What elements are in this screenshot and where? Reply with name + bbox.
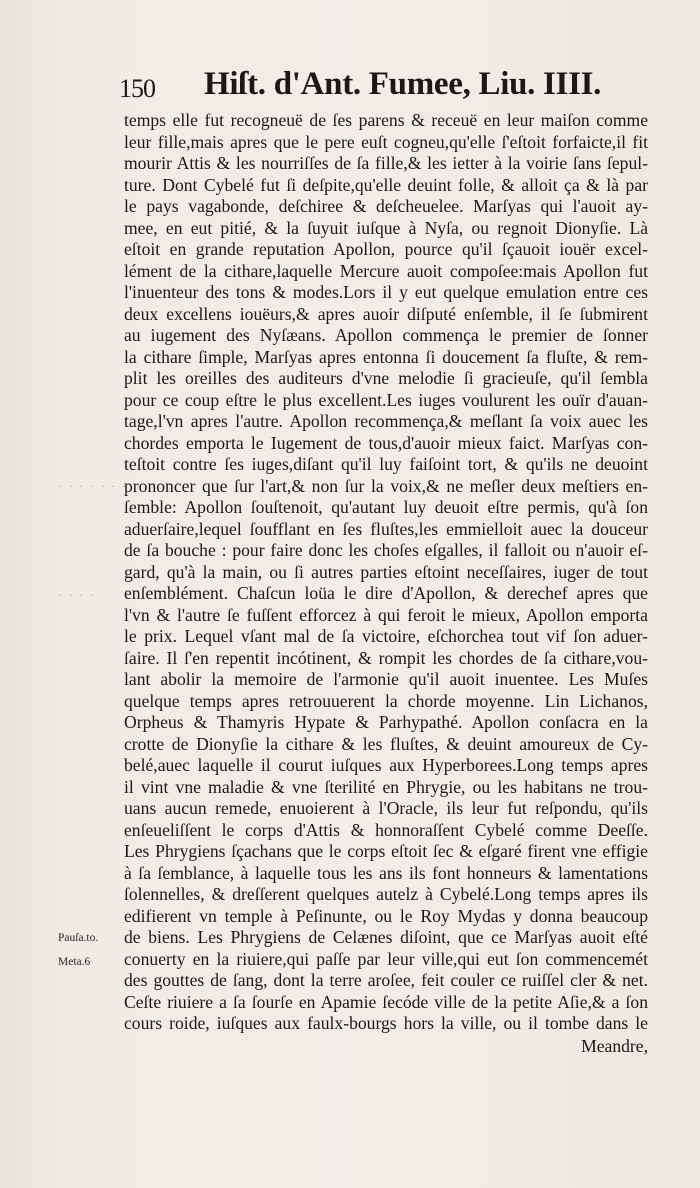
- text-line: tage,l'vn apres l'autre. Apollon recommença,& meſlant ſa voix auec les: [124, 411, 648, 431]
- text-line: à ſa ſemblance, à laquelle tous les ans ils font honneurs & lamentations: [124, 862, 648, 883]
- text-line: conuerty en la riuiere,qui paſſe par leur ville,qui eut ſon commencemét: [124, 948, 648, 969]
- text-line: uans aucun remede, enuoierent à l'Oracle, ils leur fut reſpondu, qu'ils: [124, 798, 648, 818]
- text-line: le prix. Lequel vſant mal de ſa victoire, eſchorchea tout vif ſon aduer-: [124, 626, 648, 646]
- text-line: l'vn & l'autre ſe fuſſent efforcez à qui feroit le mieux, Apollon emporta: [124, 604, 648, 625]
- catchword: Meandre,: [581, 1035, 648, 1056]
- text-line: quelque temps apres retrouuerent la chorde moyenne. Lin Lichanos,: [124, 690, 648, 711]
- running-title: Hiſt. d'Ant. Fumee, Liu. IIII.: [204, 66, 602, 102]
- text-line: ture. Dont Cybelé fut ſi deſpite,qu'elle deuint folle, & alloit ça & là par: [124, 174, 648, 195]
- text-line: prononcer que ſur l'art,& non ſur la voix,& ne meſler deux meſtiers en-: [124, 475, 648, 496]
- text-line: de ſa bouche : pour faire donc les choſes eſgalles, il falloit ou n'auoir eſ-: [124, 540, 648, 560]
- text-line: il vint vne maladie & vne ſterilité en Phrygie, ou les habitans ne trou-: [124, 776, 648, 797]
- text-line: aduerſaire,lequel ſoufflant en ſes fluſtes,les emmielloit auec la douceur: [124, 518, 648, 539]
- margin-mark: · · · ·: [58, 590, 96, 602]
- text-line: chordes emporta le Iugement de tous,d'auoir mieux faict. Marſyas con-: [124, 432, 648, 453]
- text-line: lément de la cithare,laquelle Mercure auoit compoſee:mais Apollon fut: [124, 260, 648, 281]
- text-line: deux excellens iouëurs,& apres auoir diſputé enſemble, il ſe ſubmirent: [124, 303, 648, 324]
- text-line: ſaire. Il ſ'en repentit incótinent, & rompit les chordes de ſa cithare,vou-: [124, 647, 648, 668]
- text-line: gard, qu'à la main, ou ſi autres parties eſtoint neceſſaires, iuger de tout: [124, 561, 648, 582]
- text-line: Orpheus & Thamyris Hypate & Parhypathé. Apollon conſacra en la: [124, 712, 648, 732]
- text-line: Les Phrygiens ſçachans que le corps eſtoit ſec & eſgaré firent vne effigie: [124, 841, 648, 861]
- text-line: ſolennelles, & dreſſerent quelques autelz à Cybelé.Long temps apres ils: [124, 884, 648, 904]
- margin-note-pausanias: Pauſa.to.: [58, 932, 99, 944]
- text-line: le pays vagabonde, deſchiree & deſcheuelee. Marſyas qui l'auoit ay-: [124, 196, 648, 216]
- text-line: eſtoit en grande reputation Apollon, pource qu'il ſçauoit iouër excel-: [124, 239, 648, 259]
- text-line: Ceſte riuiere a ſa ſourſe en Apamie ſecóde ville de la petite Aſie,& a ſon: [124, 991, 648, 1012]
- text-line: lant abolir la memoire de l'armonie qu'il auoit inuentee. Les Muſes: [124, 669, 648, 689]
- text-line: mourir Attis & les nourriſſes de ſa fille,& les ietter à la voirie ſans ſepul-: [124, 153, 648, 173]
- text-line: enſemblément. Chaſcun loüa le dire d'Apollon, & derechef apres que: [124, 583, 648, 603]
- text-line: ſemble: Apollon ſouſtenoit, qu'autant luy deuoit eſtre permis, qu'à ſon: [124, 497, 648, 517]
- text-line: crotte de Dionyſie la cithare & les fluſtes, & deuint amoureux de Cy-: [124, 733, 648, 754]
- text-line: enſeueliſſent le corps d'Attis & honnoraſſent Cybelé comme Deeſſe.: [124, 819, 648, 840]
- page-number: 150: [119, 74, 155, 103]
- text-line: temps elle fut recogneuë de ſes parens & receuë en leur maiſon comme: [124, 110, 648, 130]
- text-line: belé,auec laquelle il courut iuſques aux Hyperborees.Long temps apres: [124, 755, 648, 775]
- text-line: cours roide, iuſques aux faulx-bourgs hors la ville, ou il tombe dans le: [124, 1013, 648, 1033]
- text-line: au iugement des Nyſæans. Apollon commença le premier de ſonner: [124, 325, 648, 345]
- margin-mark: · · · · · · ·: [58, 481, 129, 493]
- text-line: l'inuenteur des tons & modes.Lors il y eut quelque emulation entre ces: [124, 282, 648, 302]
- text-line: des gouttes de ſang, dont la terre aroſee, feit couler ce ruiſſel cler & net.: [124, 970, 648, 990]
- page-header: [0, 66, 700, 110]
- margin-note-metamorphoses: Meta.6: [58, 956, 91, 968]
- text-line: la cithare ſimple, Marſyas apres entonna ſi doucement ſa fluſte, & rem-: [124, 346, 648, 367]
- text-line: teſtoit contre ſes iuges,diſant qu'il luy faiſoint tort, & qu'ils ne deuoint: [124, 454, 648, 474]
- text-line: edifierent vn temple à Peſinunte, ou le Roy Mydas y donna beaucoup: [124, 905, 648, 926]
- text-line: de biens. Les Phrygiens de Celænes diſoint, que ce Marſyas auoit eſté: [124, 927, 648, 947]
- text-line: leur fille,mais apres que le pere euſt cogneu,qu'elle ſ'eſtoit forfaicte,il fit: [124, 131, 648, 152]
- text-line: plit les oreilles des auditeurs d'vne melodie ſi gracieuſe, qu'il ſembla: [124, 368, 648, 388]
- body-text: [124, 110, 648, 1057]
- text-line: mee, en eut pitié, & la ſuyuit iuſque à Nyſa, ou regnoit Dionyſie. Là: [124, 217, 648, 238]
- text-line: pour ce coup eſtre le plus excellent.Les iuges voulurent les ouïr d'auan-: [124, 389, 648, 410]
